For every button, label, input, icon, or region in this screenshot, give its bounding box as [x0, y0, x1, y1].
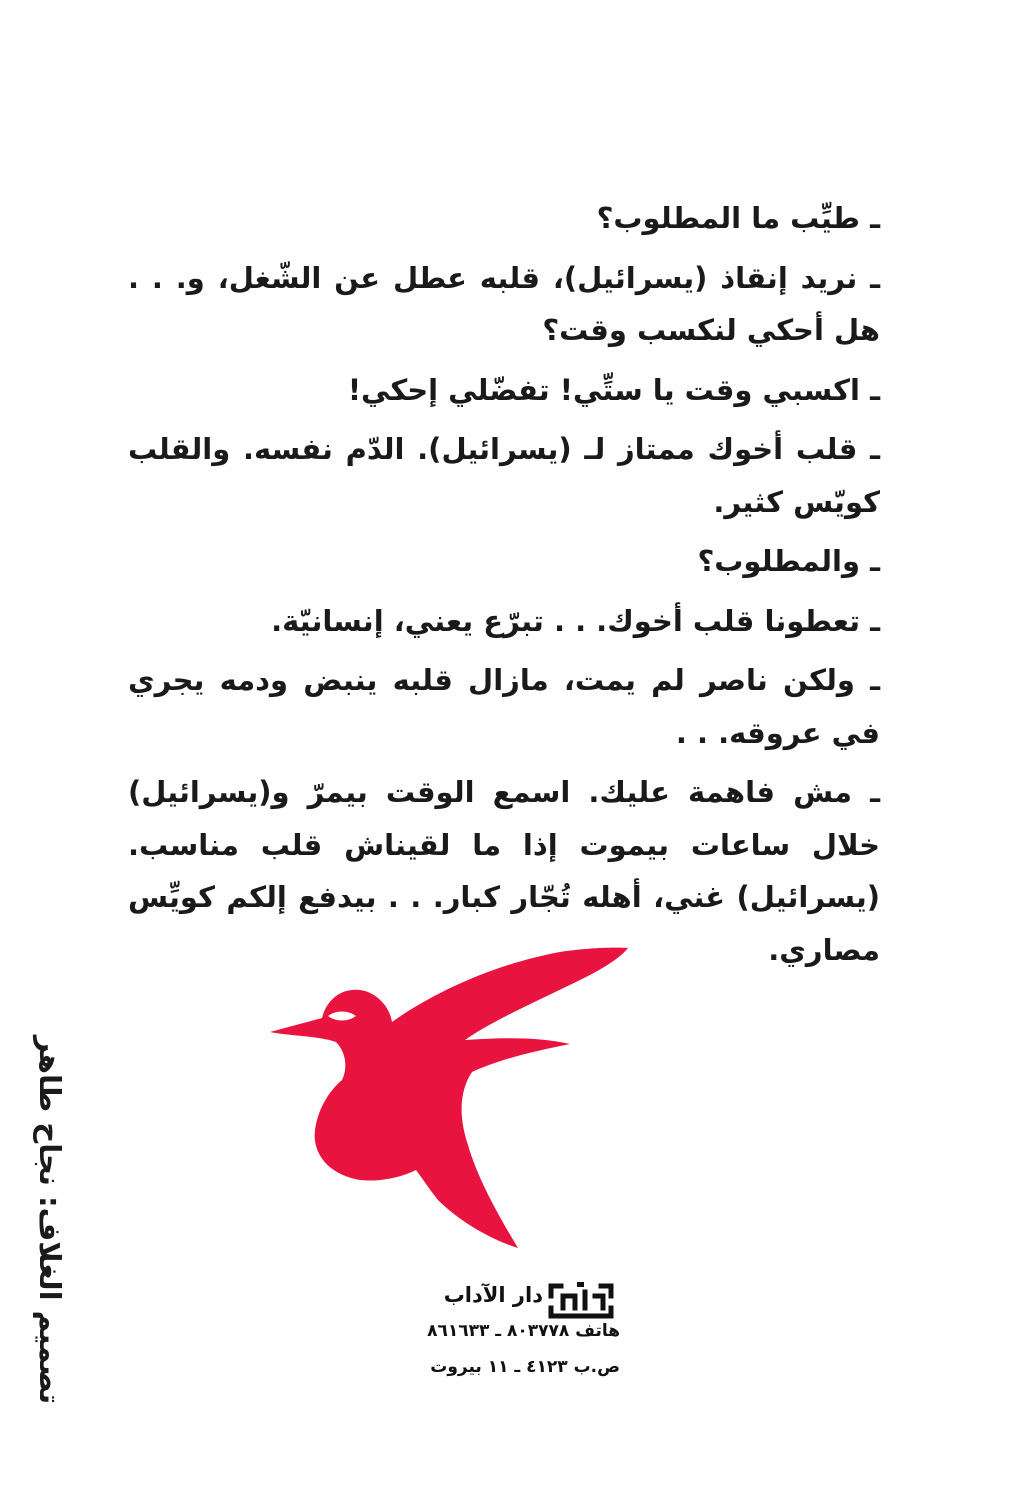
publisher-logo-icon — [545, 1278, 617, 1322]
dialogue-line: ـ طيِّب ما المطلوب؟ — [596, 201, 880, 235]
dialogue-line: ـ ولكن ناصر لم يمت، مازال قلبه ينبض ودمه يجري في عروقه. . . — [128, 663, 880, 750]
dove-illustration — [260, 940, 640, 1260]
dialogue-line: ـ تعطونا قلب أخوك. . . تبرّع يعني، إنسانيّة. — [271, 603, 880, 638]
dialogue-line: ـ نريد إنقاذ (يسرائيل)، قلبه عطل عن الشّغل، و. . . هل أحكي لنكسب وقت؟ — [128, 260, 880, 347]
publisher-phone: هاتف ٨٠٣٧٧٨ ـ ٨٦١٦٣٣ — [427, 1321, 620, 1341]
dialogue-line: ـ والمطلوب؟ — [697, 544, 880, 578]
dialogue-line: ـ قلب أخوك ممتاز لـ (يسرائيل). الدّم نفسه. والقلب كويّس كثير. — [128, 432, 880, 519]
dialogue-line: ـ اكسبي وقت يا ستِّي! تفضّلي إحكي! — [347, 372, 880, 407]
publisher-po-box: ص.ب ٤١٢٣ ـ ١١ بيروت — [430, 1357, 620, 1377]
cover-design-credit: تصميم الغلاف: نجاح طاهر — [33, 1035, 67, 1405]
publisher-name: دار الآداب — [443, 1283, 543, 1307]
dove-body — [270, 948, 628, 1248]
dialogue-text — [128, 192, 880, 983]
dialogue-line: ـ مش فاهمة عليك. اسمع الوقت بيمرّ و(يسرائيل) خلال ساعات بيموت إذا ما لقيناش قلب مناسب. (يسرائيل) غني، أهله تُجّار كبار. . . بيدفع إلكم كويِّس مصاري. — [128, 775, 880, 967]
